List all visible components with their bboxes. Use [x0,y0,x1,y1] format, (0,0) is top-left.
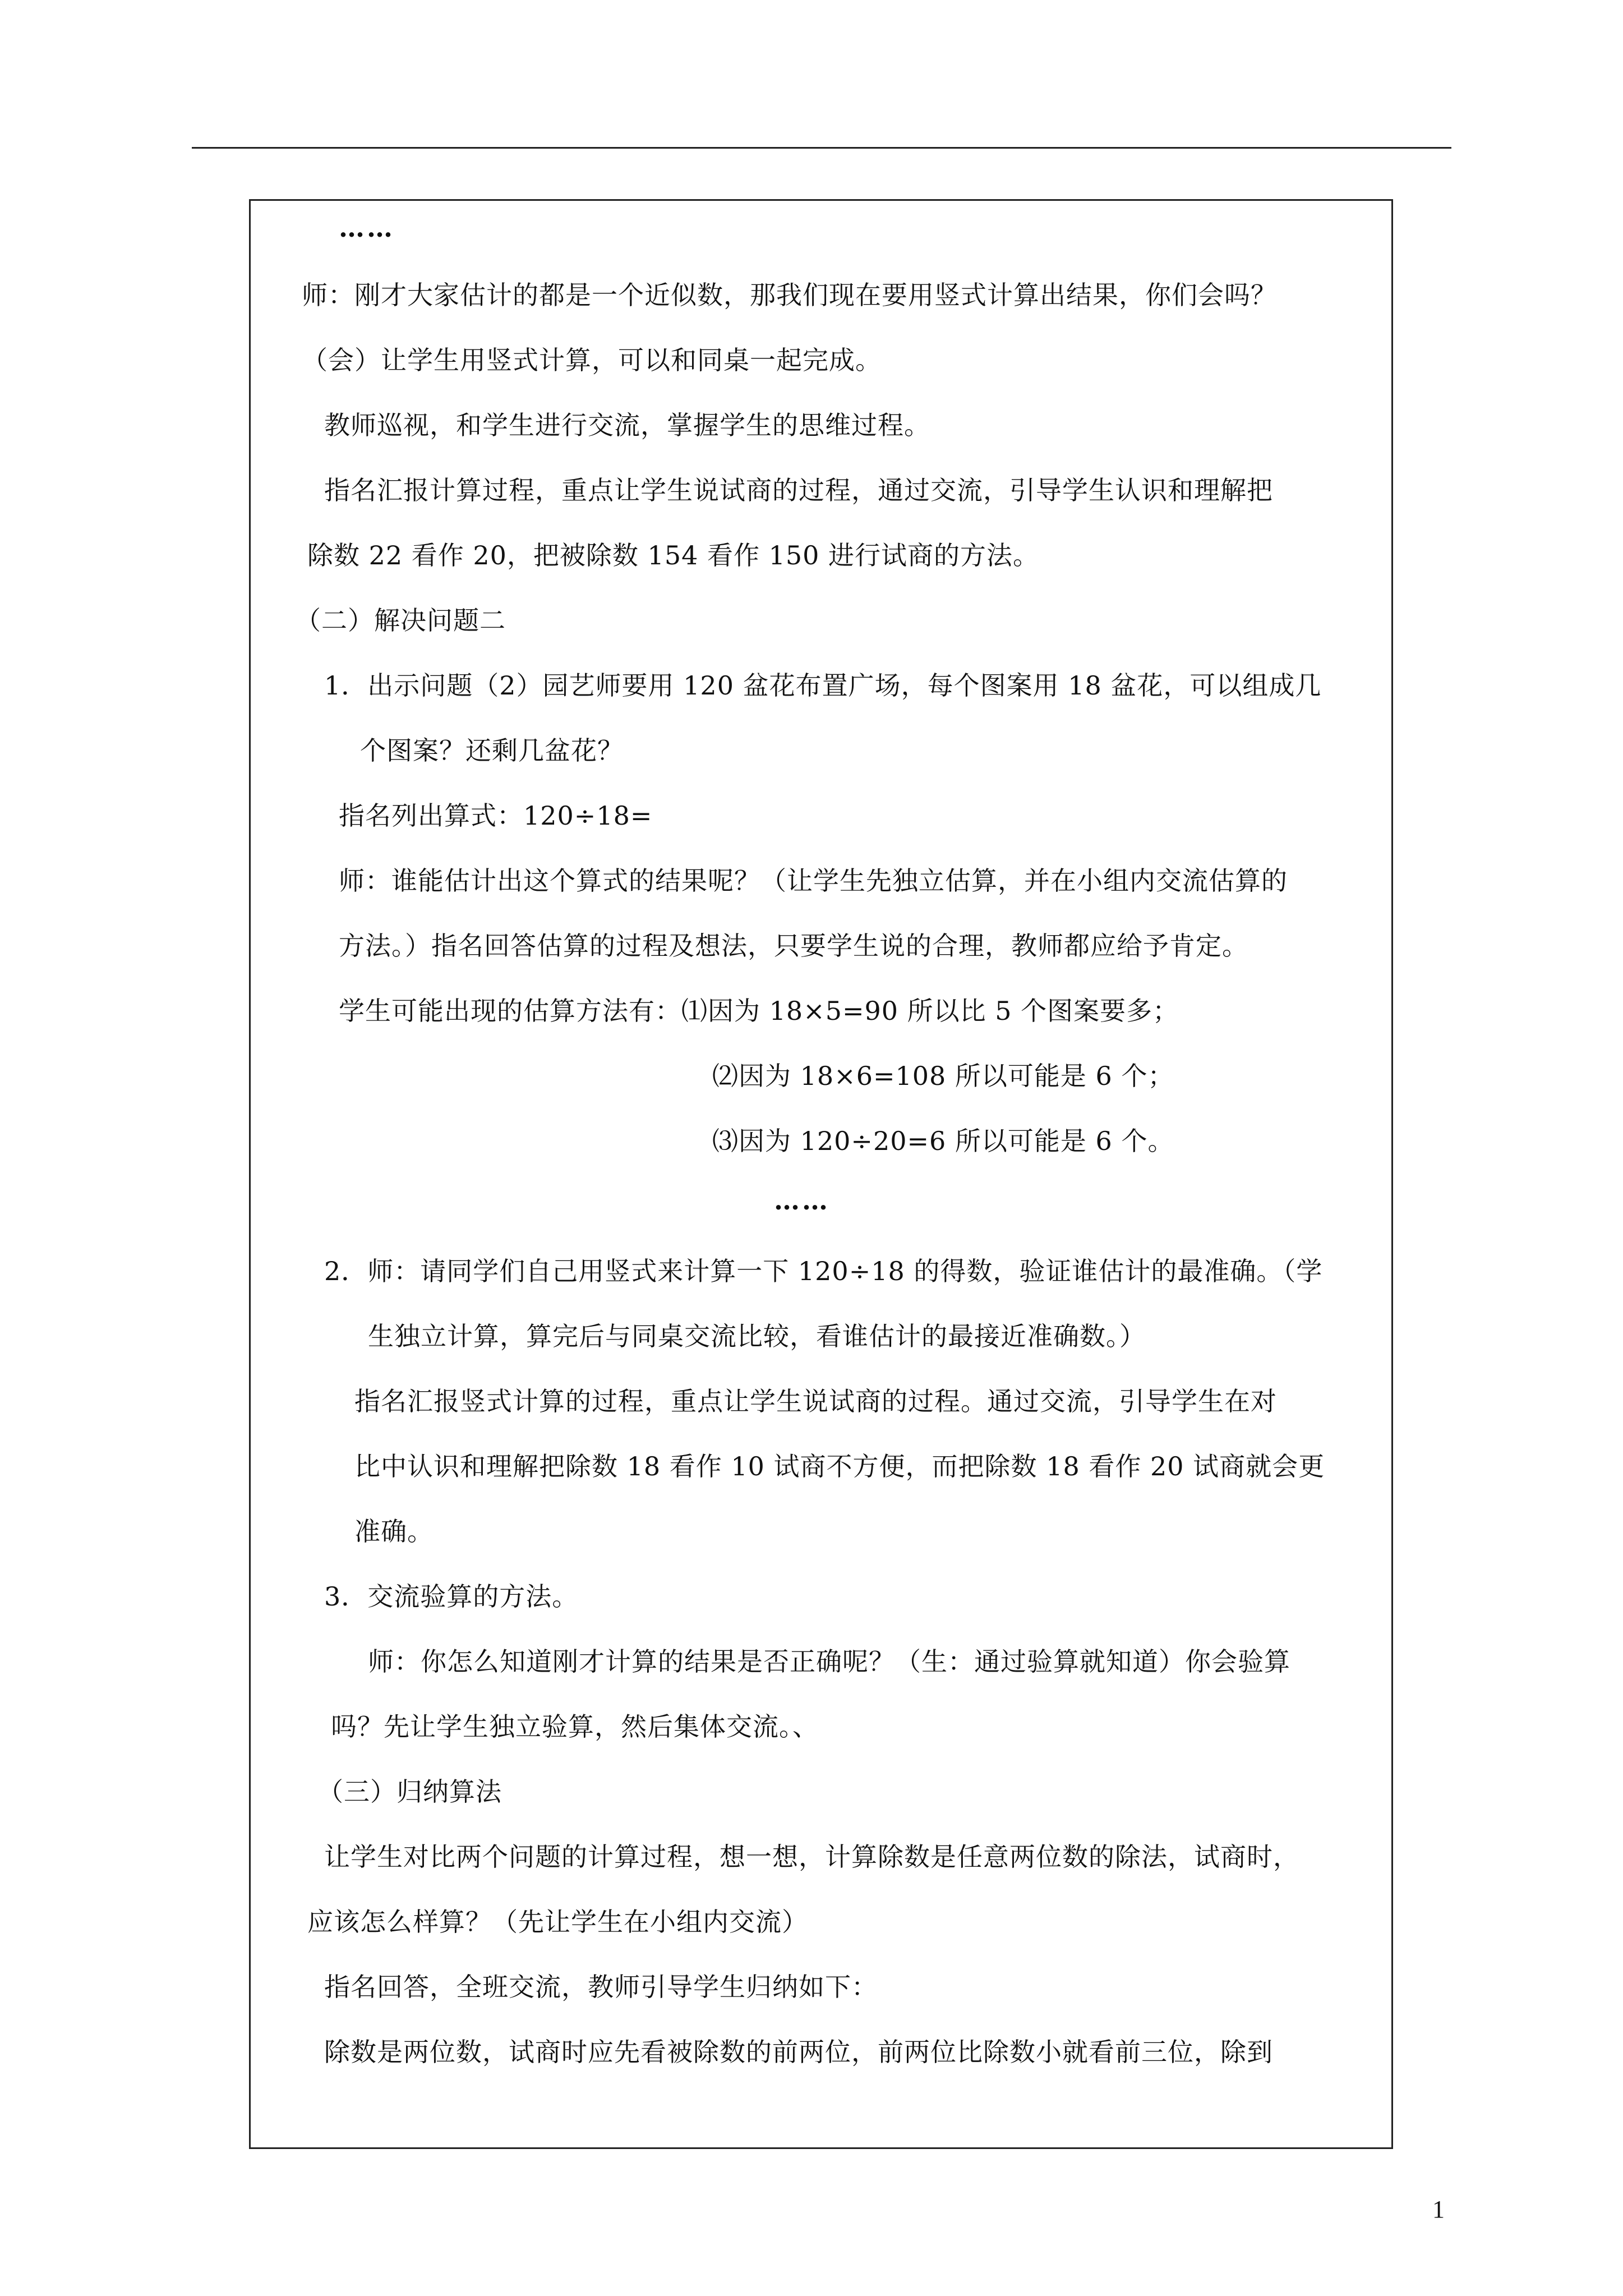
ellipsis-line: …… [774,1185,830,1216]
text-line: 师：谁能估计出这个算式的结果呢？（让学生先独立估算，并在小组内交流估算的 [339,866,1288,896]
text-line: 让学生对比两个问题的计算过程，想一想，计算除数是任意两位数的除法，试商时， [324,1842,1299,1872]
text-line: 指名汇报竖式计算的过程，重点让学生说试商的过程。通过交流，引导学生在对 [354,1386,1277,1416]
text-line: 生独立计算，算完后与同桌交流比较，看谁估计的最接近准确数。） [368,1321,1146,1351]
text-line: 3．交流验算的方法。 [324,1581,579,1612]
text-line: 师：刚才大家估计的都是一个近似数，那我们现在要用竖式计算出结果，你们会吗？ [302,280,1277,310]
page-number: 1 [1432,2196,1445,2223]
text-line: 吗？先让学生独立验算，然后集体交流。、 [331,1711,819,1742]
ellipsis-line: …… [339,213,395,243]
text-line: 指名列出算式：120÷18= [339,800,653,831]
text-line: 2．师：请同学们自己用竖式来计算一下 120÷18 的得数，验证谁估计的最准确。（学 [324,1256,1323,1286]
header-rule [192,147,1451,149]
text-line: 应该怎么样算？（先让学生在小组内交流） [307,1907,808,1937]
text-line: 准确。 [354,1516,434,1547]
text-line: 指名回答，全班交流，教师引导学生归纳如下： [324,1972,878,2002]
text-line: 学生可能出现的估算方法有：⑴因为 18×5=90 所以比 5 个图案要多； [339,996,1179,1026]
text-line: 师：你怎么知道刚才计算的结果是否正确呢？（生：通过验算就知道）你会验算 [368,1646,1290,1677]
text-line: 方法。）指名回答估算的过程及想法，只要学生说的合理，教师都应给予肯定。 [339,931,1248,961]
text-line: 个图案？还剩几盆花？ [360,735,624,766]
text-line: ⑵因为 18×6=108 所以可能是 6 个； [712,1061,1174,1091]
text-line: 除数是两位数，试商时应先看被除数的前两位，前两位比除数小就看前三位，除到 [324,2037,1273,2067]
text-line: 比中认识和理解把除数 18 看作 10 试商不方便，而把除数 18 看作 20 试商就会更 [354,1451,1325,1481]
text-line: 1．出示问题（2）园艺师要用 120 盆花布置广场，每个图案用 18 盆花，可以组成几 [324,670,1322,701]
text-line: 指名汇报计算过程，重点让学生说试商的过程，通过交流，引导学生认识和理解把 [324,475,1273,505]
text-line: 教师巡视，和学生进行交流，掌握学生的思维过程。 [324,410,930,440]
text-line: （会）让学生用竖式计算，可以和同桌一起完成。 [302,345,882,375]
text-line: 除数 22 看作 20，把被除数 154 看作 150 进行试商的方法。 [307,540,1040,570]
section-heading: （三）归纳算法 [317,1777,502,1807]
section-heading: （二）解决问题二 [295,605,506,636]
text-line: ⑶因为 120÷20=6 所以可能是 6 个。 [712,1126,1174,1156]
